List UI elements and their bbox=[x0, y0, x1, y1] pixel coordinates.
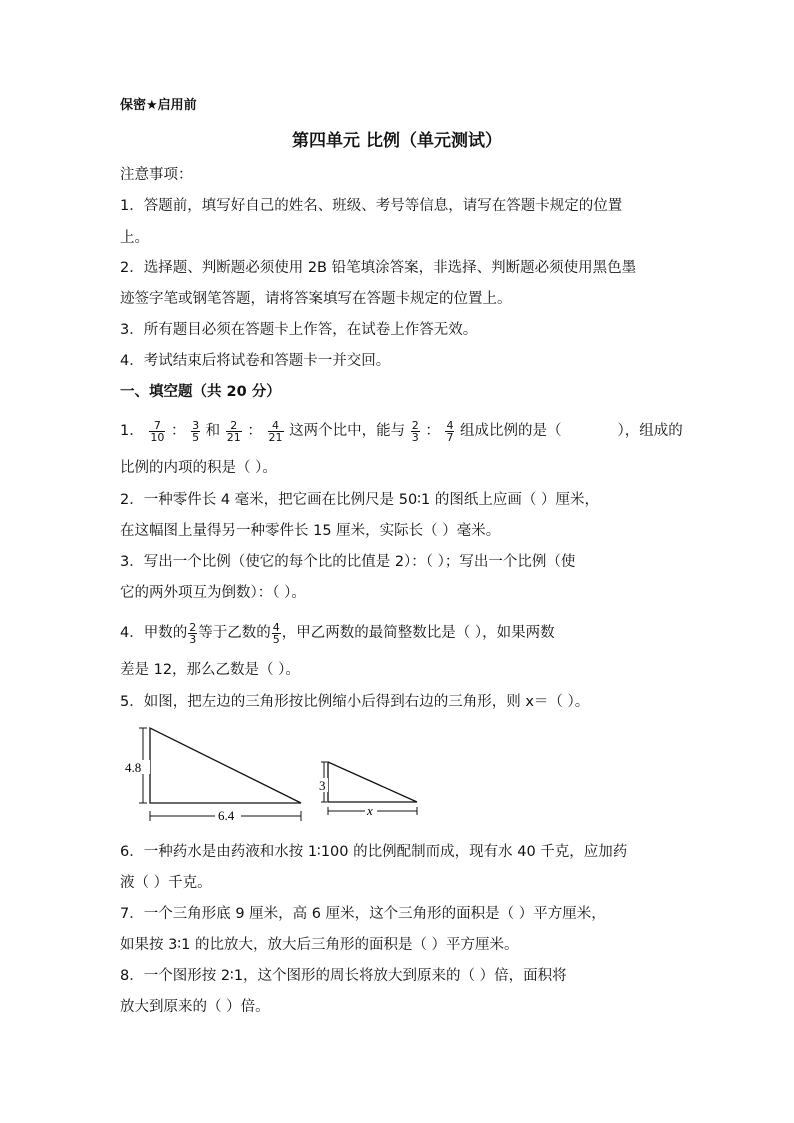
notice-item: 4．考试结束后将试卷和答题卡一并交回。 bbox=[120, 353, 391, 369]
large-base-label: 6.4 bbox=[218, 808, 235, 823]
fraction: $\frac{4}{7}$ bbox=[446, 418, 454, 444]
question-8-line-2: 放大到原来的（ ）倍。 bbox=[120, 999, 270, 1015]
question-5: 5．如图，把左边的三角形按比例缩小后得到右边的三角形，则 x＝（ ）。 bbox=[120, 694, 590, 710]
large-triangle bbox=[150, 728, 301, 803]
question-text: 4．甲数的 bbox=[120, 625, 188, 641]
question-1 bbox=[120, 414, 683, 448]
question-3-line-2: 它的两外项互为倒数）：（ ）。 bbox=[120, 585, 306, 601]
notice-item: 上。 bbox=[120, 230, 149, 246]
question-3: 3．写出一个比例（使它的每个比的比值是 2）：（ ）；写出一个比例（使 bbox=[120, 554, 576, 570]
question-2: 2．一种零件长 4 毫米，把它画在比例尺是 50∶1 的图纸上应画（ ）厘米， bbox=[120, 492, 599, 508]
page-title: 第四单元 比例（单元测试） bbox=[292, 131, 502, 151]
notice-item: 2．选择题、判断题必须使用 2B 铅笔填涂答案，非选择、判断题必须使用黑色墨 bbox=[120, 260, 637, 276]
question-2-line-2: 在这幅图上量得另一种零件长 15 厘米，实际长（ ）毫米。 bbox=[120, 523, 501, 539]
notice-item: 1．答题前，填写好自己的姓名、班级、考号等信息，请写在答题卡规定的位置 bbox=[120, 198, 623, 214]
question-7-line-2: 如果按 3∶1 的比放大，放大后三角形的面积是（ ）平方厘米。 bbox=[120, 937, 519, 953]
fraction: $\frac{2}{21}$ bbox=[226, 418, 241, 444]
fraction: $\frac{4}{5}$ bbox=[272, 620, 280, 646]
notice-item: 3．所有题目必须在答题卡上作答，在试卷上作答无效。 bbox=[120, 322, 478, 338]
notice-item: 迹签字笔或钢笔答题，请将答案填写在答题卡规定的位置上。 bbox=[120, 291, 512, 307]
question-8: 8．一个图形按 2∶1，这个图形的周长将放大到原来的（ ）倍，面积将 bbox=[120, 968, 567, 984]
large-height-label: 4.8 bbox=[125, 760, 142, 775]
confidential-label: 保密★启用前 bbox=[120, 98, 197, 113]
small-base-label: x bbox=[367, 803, 373, 818]
small-triangle bbox=[328, 762, 417, 802]
triangle-figure bbox=[120, 722, 430, 830]
question-text: 等于乙数的 bbox=[198, 625, 271, 641]
fraction: $\frac{2}{3}$ bbox=[411, 418, 419, 444]
conjunction: 和 bbox=[205, 423, 221, 439]
fraction: $\frac{7}{10}$ bbox=[150, 418, 165, 444]
fraction: $\frac{3}{5}$ bbox=[192, 418, 200, 444]
section-heading: 一、填空题（共 20 分） bbox=[120, 384, 281, 400]
question-4-line-2: 差是 12，那么乙数是（ ）。 bbox=[120, 662, 300, 678]
fraction: $\frac{2}{3}$ bbox=[189, 620, 197, 646]
question-number: 1． bbox=[120, 423, 144, 439]
question-text: 组成比例的是（ bbox=[460, 423, 562, 439]
small-height-label: 3 bbox=[319, 778, 326, 793]
fraction: $\frac{4}{21}$ bbox=[268, 418, 283, 444]
question-1-line-2: 比例的内项的积是（ ）。 bbox=[120, 460, 277, 476]
colon: ： bbox=[247, 423, 262, 439]
colon: ： bbox=[425, 423, 440, 439]
question-6-line-2: 液（ ）千克。 bbox=[120, 875, 212, 891]
question-text: ，甲乙两数的最简整数比是（ ），如果两数 bbox=[281, 625, 555, 641]
question-text: 这两个比中，能与 bbox=[289, 423, 406, 439]
colon: ： bbox=[170, 423, 186, 439]
notice-heading: 注意事项： bbox=[120, 167, 193, 183]
question-text: ），组成的 bbox=[617, 423, 683, 439]
question-4 bbox=[120, 616, 555, 650]
question-6: 6．一种药水是由药液和水按 1∶100 的比例配制而成，现有水 40 千克，应加药 bbox=[120, 844, 628, 860]
question-7: 7．一个三角形底 9 厘米，高 6 厘米，这个三角形的面积是（ ）平方厘米， bbox=[120, 906, 606, 922]
